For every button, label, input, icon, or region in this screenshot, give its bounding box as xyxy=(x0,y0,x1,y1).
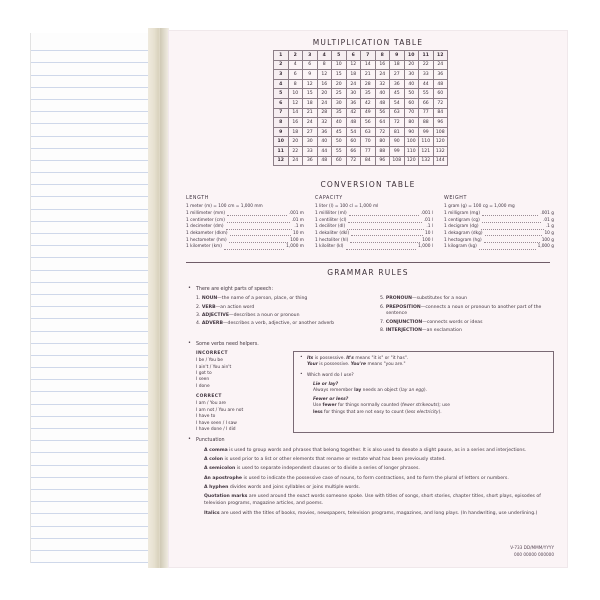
mult-cell: 100 xyxy=(404,137,419,147)
rule-line xyxy=(31,380,156,392)
footer-line-2: 000 00000 000000 xyxy=(514,551,554,557)
conversion-row: 1 liter (l) = 100 cl = 1,000 ml xyxy=(315,204,379,210)
mult-row xyxy=(274,60,448,70)
mult-cell: 12 xyxy=(288,98,303,108)
mult-cell: 120 xyxy=(433,137,448,147)
conversion-row: 1 hectogram (hg) 100 g xyxy=(444,237,554,243)
mult-header-cell: 3 xyxy=(303,51,318,61)
rule-line xyxy=(31,514,156,526)
rule-line xyxy=(31,527,156,539)
mult-cell: 4 xyxy=(274,79,289,89)
rule-line xyxy=(31,51,156,63)
mult-cell: 16 xyxy=(375,60,390,70)
conversion-row: 1 centigram (cg) .01 g xyxy=(444,217,554,223)
rule-line xyxy=(31,295,156,307)
mult-cell: 35 xyxy=(332,108,347,118)
mult-cell: 40 xyxy=(375,89,390,99)
mult-header-cell: 11 xyxy=(419,51,434,61)
rule-line xyxy=(31,149,156,161)
conversion-column-heading: CAPACITY xyxy=(315,196,343,201)
mult-cell: 21 xyxy=(303,108,318,118)
conversion-row: 1 dekameter (dkm) 10 m xyxy=(186,231,304,237)
conversion-row: 1 kiloliter (kl) 1,000 l xyxy=(315,244,433,250)
mult-cell: 35 xyxy=(361,89,376,99)
rule-line xyxy=(31,88,156,100)
rule-lines xyxy=(31,39,156,559)
mult-header-cell: 10 xyxy=(404,51,419,61)
mult-header-cell: 5 xyxy=(332,51,347,61)
mult-cell: 66 xyxy=(419,98,434,108)
mult-row xyxy=(274,146,448,156)
rule-line xyxy=(31,356,156,368)
mult-cell: 9 xyxy=(303,70,318,80)
mult-row xyxy=(274,127,448,137)
mult-cell: 60 xyxy=(332,156,347,166)
conversion-row: 1 decigram (dg) .1 g xyxy=(444,224,554,230)
mult-cell: 10 xyxy=(288,89,303,99)
mult-cell: 28 xyxy=(317,108,332,118)
mult-cell: 20 xyxy=(288,137,303,147)
mult-cell: 110 xyxy=(419,137,434,147)
rule-line xyxy=(31,502,156,514)
mult-cell: 36 xyxy=(346,98,361,108)
mult-cell: 14 xyxy=(361,60,376,70)
conversion-row: 1 milliliter (ml) .001 l xyxy=(315,211,433,217)
mult-cell: 36 xyxy=(317,127,332,137)
punctuation-rule: A hyphen divides words and joins syllables or joins multiple words. xyxy=(204,485,360,491)
mult-cell: 70 xyxy=(361,137,376,147)
rule-line xyxy=(31,453,156,465)
mult-cell: 9 xyxy=(274,127,289,137)
mult-cell: 110 xyxy=(404,146,419,156)
mult-cell: 48 xyxy=(433,79,448,89)
mult-cell: 6 xyxy=(288,70,303,80)
page-footer xyxy=(510,545,554,558)
conversion-row: 1 kilometer (km) 1,000 m xyxy=(186,244,304,250)
conversion-table-title: CONVERSION TABLE xyxy=(320,180,416,189)
conversion-row: 1 dekagram (dkg) 10 g xyxy=(444,231,554,237)
mult-cell: 120 xyxy=(404,156,419,166)
mult-cell: 84 xyxy=(433,108,448,118)
conversion-row: 1 decimeter (dm) .1 m xyxy=(186,224,304,230)
part-of-speech-item: 6. PREPOSITION—connects a noun or pronoun to another part of the sentence xyxy=(380,304,542,317)
section-divider xyxy=(186,262,550,263)
part-of-speech-item: 1. NOUN—the name of a person, place, or thing xyxy=(196,296,308,302)
correct-title: CORRECT xyxy=(196,394,222,400)
mult-cell: 48 xyxy=(346,118,361,128)
mult-cell: 132 xyxy=(433,146,448,156)
mult-cell: 30 xyxy=(346,89,361,99)
mult-cell: 20 xyxy=(404,60,419,70)
mult-cell: 77 xyxy=(361,146,376,156)
part-of-speech-item: 3. ADJECTIVE—describes a noun or pronoun xyxy=(196,312,300,318)
mult-cell: 12 xyxy=(346,60,361,70)
conversion-row: 1 meter (m) = 100 cm = 1,000 mm xyxy=(186,204,263,210)
conversion-row: 1 centimeter (cm) .01 m xyxy=(186,217,304,223)
rule-line xyxy=(31,161,156,173)
mult-cell: 45 xyxy=(332,127,347,137)
rule-line xyxy=(31,112,156,124)
left-ruled-page xyxy=(30,33,156,563)
punctuation-rule: Quotation marks are used around the exact words someone spoke. Use with titles of songs, short stories, chapter titles, short plays, episodes of television programs, magazine articles, and poems. xyxy=(204,494,541,507)
punctuation-block xyxy=(188,437,554,517)
mult-cell: 144 xyxy=(433,156,448,166)
verb-helpers-intro: • Some verbs need helpers. xyxy=(196,341,259,347)
mult-cell: 36 xyxy=(390,79,405,89)
mult-cell: 70 xyxy=(404,108,419,118)
rule-line xyxy=(31,197,156,209)
mult-cell: 8 xyxy=(288,79,303,89)
usage-notes-box xyxy=(293,351,554,434)
verb-helpers-block xyxy=(188,341,554,434)
rule-line xyxy=(31,551,156,563)
mult-cell: 20 xyxy=(317,89,332,99)
punctuation-rule: A comma is used to group words and phrases that belong together. It is also used to denote a slight pause, as in a series and interjections. xyxy=(204,447,527,453)
incorrect-item: I got to xyxy=(196,370,212,376)
mult-cell: 2 xyxy=(274,60,289,70)
mult-cell: 16 xyxy=(317,79,332,89)
conversion-row: 1 milligram (mg) .001 g xyxy=(444,211,554,217)
mult-cell: 48 xyxy=(375,98,390,108)
incorrect-list xyxy=(196,358,285,390)
mult-cell: 55 xyxy=(419,89,434,99)
conversion-row: 1 deciliter (dl) .1 l xyxy=(315,224,433,230)
mult-cell: 42 xyxy=(361,98,376,108)
mult-cell: 10 xyxy=(332,60,347,70)
conversion-row: 1 hectoliter (hl) 100 l xyxy=(315,237,433,243)
incorrect-item: I be / You be xyxy=(196,358,223,364)
mult-cell: 72 xyxy=(346,156,361,166)
conversion-row: 1 kilogram (kg) 1,000 g xyxy=(444,244,554,250)
mult-cell: 21 xyxy=(361,70,376,80)
mult-cell: 30 xyxy=(332,98,347,108)
mult-cell: 48 xyxy=(317,156,332,166)
mult-cell: 8 xyxy=(317,60,332,70)
rule-line xyxy=(31,63,156,75)
mult-cell: 108 xyxy=(433,127,448,137)
mult-cell: 64 xyxy=(375,118,390,128)
mult-header-cell: 7 xyxy=(361,51,376,61)
correct-item: I am not / You are not xyxy=(196,407,244,413)
mult-cell: 33 xyxy=(419,70,434,80)
mult-cell: 77 xyxy=(419,108,434,118)
mult-cell: 84 xyxy=(361,156,376,166)
mult-cell: 4 xyxy=(288,60,303,70)
mult-header-cell: 9 xyxy=(390,51,405,61)
mult-cell: 72 xyxy=(390,118,405,128)
rule-line xyxy=(31,466,156,478)
rule-line xyxy=(31,478,156,490)
mult-cell: 60 xyxy=(433,89,448,99)
mult-cell: 49 xyxy=(361,108,376,118)
mult-cell: 6 xyxy=(303,60,318,70)
mult-cell: 24 xyxy=(346,79,361,89)
rule-line xyxy=(31,307,156,319)
mult-header-cell: 1 xyxy=(274,51,289,61)
mult-cell: 72 xyxy=(433,98,448,108)
mult-cell: 50 xyxy=(404,89,419,99)
punctuation-rule: Italics are used with the titles of books, movies, newspapers, television programs, magazines, and long plays. (In handwriting, use underlining.) xyxy=(204,510,538,516)
mult-row xyxy=(274,79,448,89)
rule-line xyxy=(31,429,156,441)
mult-row xyxy=(274,70,448,80)
mult-cell: 25 xyxy=(332,89,347,99)
conversion-row: 1 dekaliter (dkl) 10 l xyxy=(315,231,433,237)
rule-line xyxy=(31,405,156,417)
mult-header-cell: 4 xyxy=(317,51,332,61)
parts-of-speech-left-list xyxy=(196,296,370,336)
mult-cell: 80 xyxy=(375,137,390,147)
footer-line-1: V-733 DD/MMM/YYYY xyxy=(510,545,554,551)
mult-cell: 45 xyxy=(390,89,405,99)
rule-line xyxy=(31,137,156,149)
mult-cell: 7 xyxy=(274,108,289,118)
rule-line xyxy=(31,539,156,551)
mult-cell: 27 xyxy=(390,70,405,80)
mult-cell: 27 xyxy=(303,127,318,137)
mult-header-cell: 6 xyxy=(346,51,361,61)
correct-item: I am / You are xyxy=(196,401,226,407)
part-of-speech-item: 4. ADVERB—describes a verb, adjective, or another adverb xyxy=(196,321,335,327)
parts-of-speech-intro: • There are eight parts of speech: xyxy=(196,287,274,292)
rule-line xyxy=(31,100,156,112)
mult-cell: 18 xyxy=(390,60,405,70)
word-choice-note: • Which word do I use? Lie or lay? Always remember lay needs an object (lay an egg). Fewer or less? Use fewer for things normally counted (fewer strikeouts); use less for things that are not easy to count (less electricity). xyxy=(300,373,547,417)
mult-cell: 56 xyxy=(375,108,390,118)
mult-cell: 22 xyxy=(419,60,434,70)
mult-cell: 108 xyxy=(390,156,405,166)
punctuation-rule: An apostrophe is used to indicate the possessive case of nouns, to form contractions, and to form the plural of letters or numbers. xyxy=(204,475,509,481)
rule-line xyxy=(31,185,156,197)
mult-cell: 3 xyxy=(274,70,289,80)
mult-header-cell: 8 xyxy=(375,51,390,61)
mult-cell: 30 xyxy=(404,70,419,80)
mult-cell: 6 xyxy=(274,98,289,108)
conversion-column xyxy=(444,195,554,251)
rule-line xyxy=(31,39,156,51)
mult-cell: 99 xyxy=(390,146,405,156)
punctuation-rule: A semicolon is used to separate independent clauses or to divide a series of longer phrases. xyxy=(204,466,420,472)
mult-cell: 14 xyxy=(288,108,303,118)
mult-cell: 11 xyxy=(274,146,289,156)
mult-cell: 15 xyxy=(332,70,347,80)
rule-line xyxy=(31,392,156,404)
mult-cell: 12 xyxy=(303,79,318,89)
parts-of-speech-right-list xyxy=(380,296,554,336)
punctuation-intro: • Punctuation xyxy=(196,438,225,444)
mult-cell: 18 xyxy=(346,70,361,80)
conversion-row: 1 centiliter (cl) .01 l xyxy=(315,217,433,223)
mult-row xyxy=(274,108,448,118)
mult-cell: 96 xyxy=(433,118,448,128)
mult-cell: 44 xyxy=(317,146,332,156)
parts-of-speech-block xyxy=(188,286,554,337)
conversion-column xyxy=(186,195,304,251)
mult-cell: 88 xyxy=(419,118,434,128)
mult-cell: 96 xyxy=(375,156,390,166)
conversion-column-heading: WEIGHT xyxy=(444,196,468,201)
mult-cell: 32 xyxy=(375,79,390,89)
mult-cell: 33 xyxy=(303,146,318,156)
mult-row xyxy=(274,137,448,147)
mult-row xyxy=(274,98,448,108)
mult-cell: 60 xyxy=(346,137,361,147)
mult-cell: 44 xyxy=(419,79,434,89)
rule-line xyxy=(31,344,156,356)
mult-cell: 55 xyxy=(332,146,347,156)
mult-cell: 8 xyxy=(274,118,289,128)
mult-cell: 56 xyxy=(361,118,376,128)
part-of-speech-item: 5. PRONOUN—substitutes for a noun xyxy=(380,296,468,302)
mult-cell: 30 xyxy=(303,137,318,147)
mult-cell: 18 xyxy=(303,98,318,108)
reference-page xyxy=(168,30,568,568)
mult-cell: 15 xyxy=(303,89,318,99)
punctuation-rule: A colon is used prior to a list or other elements that rename or restate what has been previously stated. xyxy=(204,456,446,462)
conversion-row: 1 millimeter (mm) .001 m xyxy=(186,211,304,217)
mult-cell: 24 xyxy=(303,118,318,128)
rule-line xyxy=(31,222,156,234)
mult-header-cell: 2 xyxy=(288,51,303,61)
mult-cell: 36 xyxy=(433,70,448,80)
mult-cell: 16 xyxy=(288,118,303,128)
mult-cell: 54 xyxy=(390,98,405,108)
rule-line xyxy=(31,258,156,270)
mult-row xyxy=(274,118,448,128)
rule-line xyxy=(31,271,156,283)
rule-line xyxy=(31,332,156,344)
conversion-column-heading: LENGTH xyxy=(186,196,209,201)
part-of-speech-item: 2. VERB—an action word xyxy=(196,304,255,310)
multiplication-table-title: MULTIPLICATION TABLE xyxy=(312,38,424,47)
mult-cell: 28 xyxy=(361,79,376,89)
mult-cell: 42 xyxy=(346,108,361,118)
correct-list xyxy=(196,401,285,433)
conversion-column xyxy=(315,195,433,251)
mult-cell: 54 xyxy=(346,127,361,137)
mult-cell: 90 xyxy=(390,137,405,147)
correct-item: I have to xyxy=(196,414,216,420)
mult-cell: 40 xyxy=(317,137,332,147)
grammar-rules-title: GRAMMAR RULES xyxy=(327,268,409,277)
conversion-row: 1 gram (g) = 100 cg = 1,000 mg xyxy=(444,204,515,210)
rule-line xyxy=(31,173,156,185)
mult-cell: 12 xyxy=(317,70,332,80)
incorrect-item: I ain't / You ain't xyxy=(196,364,232,370)
mult-cell: 90 xyxy=(404,127,419,137)
mult-row xyxy=(274,156,448,166)
correct-item: I have done / I did xyxy=(196,426,236,432)
mult-cell: 66 xyxy=(346,146,361,156)
part-of-speech-item: 8. INTERJECTION—an exclamation xyxy=(380,328,462,334)
mult-cell: 22 xyxy=(288,146,303,156)
rule-line xyxy=(31,124,156,136)
mult-cell: 121 xyxy=(419,146,434,156)
mult-cell: 60 xyxy=(404,98,419,108)
mult-cell: 81 xyxy=(390,127,405,137)
mult-cell: 80 xyxy=(404,118,419,128)
mult-cell: 18 xyxy=(288,127,303,137)
mult-cell: 24 xyxy=(317,98,332,108)
mult-cell: 63 xyxy=(361,127,376,137)
rule-line xyxy=(31,319,156,331)
conversion-table xyxy=(186,195,554,251)
incorrect-item: I seen xyxy=(196,377,210,383)
mult-cell: 24 xyxy=(375,70,390,80)
mult-cell: 63 xyxy=(390,108,405,118)
incorrect-title: INCORRECT xyxy=(196,350,228,356)
mult-header-cell: 12 xyxy=(433,51,448,61)
mult-cell: 72 xyxy=(375,127,390,137)
mult-cell: 132 xyxy=(419,156,434,166)
rule-line xyxy=(31,234,156,246)
rule-line xyxy=(31,246,156,258)
conversion-row: 1 hectometer (hm) 100 m xyxy=(186,237,304,243)
incorrect-item: I done xyxy=(196,383,210,389)
multiplication-table xyxy=(273,50,448,166)
mult-cell: 36 xyxy=(303,156,318,166)
its-your-note: • Its is possessive. It's means "it is" or "it has". Your is possessive. You're means "you are." xyxy=(300,356,547,369)
mult-cell: 5 xyxy=(274,89,289,99)
mult-cell: 24 xyxy=(288,156,303,166)
part-of-speech-item: 7. CONJUNCTION—connects words or ideas xyxy=(380,319,483,325)
mult-row xyxy=(274,89,448,99)
rule-line xyxy=(31,283,156,295)
rule-line xyxy=(31,441,156,453)
mult-cell: 40 xyxy=(404,79,419,89)
mult-cell: 20 xyxy=(332,79,347,89)
mult-cell: 50 xyxy=(332,137,347,147)
mult-cell: 88 xyxy=(375,146,390,156)
verb-helpers-lists xyxy=(196,351,285,434)
mult-cell: 12 xyxy=(274,156,289,166)
punctuation-list xyxy=(204,448,554,518)
rule-line xyxy=(31,417,156,429)
mult-cell: 24 xyxy=(433,60,448,70)
correct-item: I have seen / I saw xyxy=(196,420,237,426)
rule-line xyxy=(31,76,156,88)
mult-cell: 32 xyxy=(317,118,332,128)
rule-line xyxy=(31,490,156,502)
mult-cell: 99 xyxy=(419,127,434,137)
rule-line xyxy=(31,368,156,380)
mult-cell: 40 xyxy=(332,118,347,128)
mult-cell: 10 xyxy=(274,137,289,147)
grammar-body xyxy=(188,286,554,522)
rule-line xyxy=(31,210,156,222)
